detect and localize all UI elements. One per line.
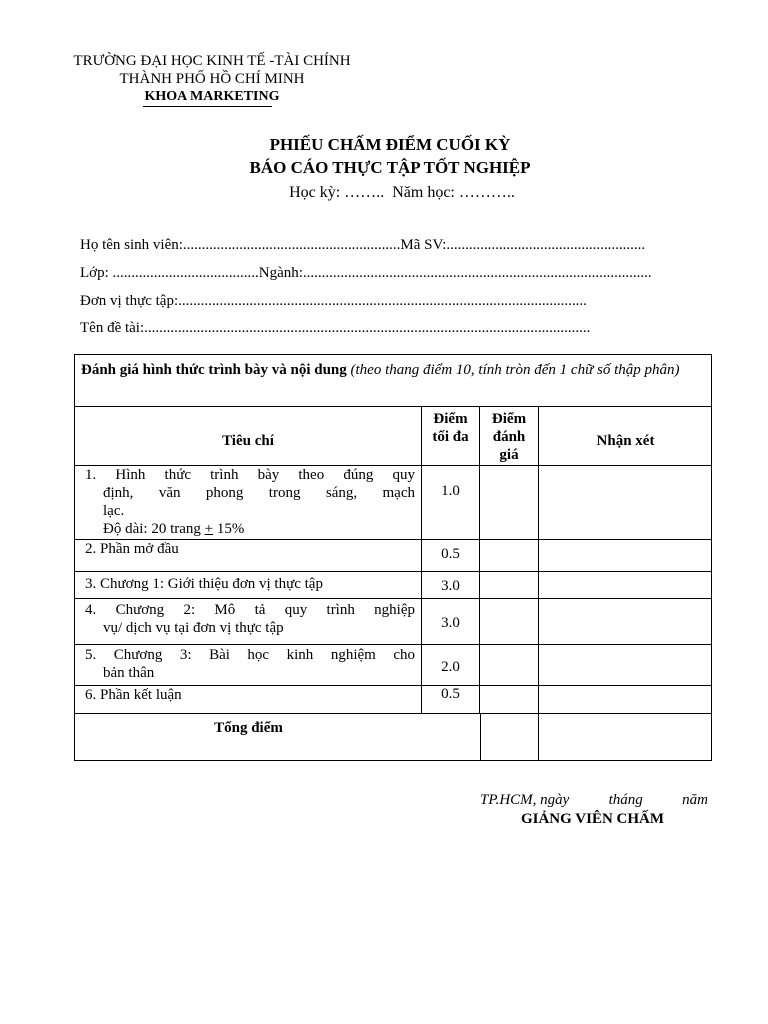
department-name: KHOA MARKETING (144, 89, 280, 104)
table-intro-bold: Đánh giá hình thức trình bày và nội dung (81, 362, 347, 378)
criteria-text: 5. Chương 3: Bài học kinh nghiệm cho (85, 647, 415, 663)
header-eval-score-line1: Điểm (491, 411, 527, 427)
criteria-text: vụ/ dịch vụ tại đơn vị thực tập (103, 620, 284, 636)
header-eval-score-line2: đánh (492, 429, 526, 445)
max-score-cell: 2.0 (422, 645, 480, 686)
comment-input[interactable] (539, 599, 712, 645)
semester-field[interactable]: Học kỳ: …….. (289, 184, 385, 201)
class-major-line (80, 265, 723, 282)
signature-year: năm (682, 792, 708, 808)
table-row-criteria (75, 540, 422, 572)
student-id-field[interactable]: Mã SV:..................................................... (400, 237, 646, 253)
comment-input[interactable] (539, 645, 712, 686)
table-row-criteria (75, 572, 422, 599)
max-score-cell: 0.5 (422, 540, 480, 572)
header-comment-label: Nhận xét (596, 432, 655, 449)
criteria-text: bản thân (103, 665, 155, 681)
school-name-line2: THÀNH PHỐ HỒ CHÍ MINH (119, 71, 305, 87)
eval-score-input[interactable] (480, 466, 539, 540)
school-header (0, 52, 424, 106)
table-row-criteria (75, 466, 422, 540)
comment-input[interactable] (539, 466, 712, 540)
internship-unit-field[interactable]: Đơn vị thực tập:............................................................................................................. (80, 293, 587, 309)
student-name-field[interactable]: Họ tên sinh viên:.......................................................... (80, 237, 401, 253)
eval-score-input[interactable] (480, 645, 539, 686)
criteria-text: lạc. (103, 503, 125, 519)
school-name-line1: TRƯỜNG ĐẠI HỌC KINH TẾ -TÀI CHÍNH (73, 53, 351, 69)
max-score-cell: 0.5 (422, 686, 480, 714)
table-row-criteria (75, 599, 422, 645)
student-info-line (80, 237, 723, 254)
total-score-input[interactable] (480, 714, 539, 760)
table-intro-italic: (theo thang điểm 10, tính tròn đến 1 chữ số thập phân) (350, 362, 680, 378)
criteria-text: 3. Chương 1: Giới thiệu đơn vị thực tập (85, 576, 323, 592)
department-underline (143, 106, 272, 107)
form-title: PHIẾU CHẤM ĐIỂM CUỐI KỲ (269, 135, 511, 154)
criteria-length-label: Độ dài: 20 trang (103, 521, 205, 537)
table-intro (75, 355, 712, 407)
max-score-cell: 3.0 (422, 599, 480, 645)
eval-score-input[interactable] (480, 572, 539, 599)
major-field[interactable]: Ngành:............................................................................................. (258, 265, 652, 281)
eval-score-input[interactable] (480, 599, 539, 645)
plus-minus-sign: + (204, 521, 214, 537)
header-eval-score-line3: giá (499, 447, 519, 463)
form-subtitle: BÁO CÁO THỰC TẬP TỐT NGHIỆP (249, 158, 531, 177)
class-field[interactable]: Lớp: ....................................... (80, 265, 259, 281)
criteria-text: 1. Hình thức trình bày theo đúng quy (85, 467, 415, 483)
signature-place-date: TP.HCM, ngày (480, 792, 570, 808)
criteria-text (85, 520, 415, 538)
comment-input[interactable] (539, 540, 712, 572)
header-max-score-line2: tối đa (432, 429, 469, 445)
total-score-label: Tổng điểm (214, 720, 283, 736)
criteria-text: 6. Phần kết luận (85, 687, 182, 703)
grading-table (74, 354, 712, 761)
criteria-length-tolerance: 15% (213, 521, 245, 537)
eval-score-input[interactable] (480, 686, 539, 714)
max-score-cell: 3.0 (422, 572, 480, 599)
topic-field[interactable]: Tên đề tài:....................................................................................................................... (80, 320, 591, 336)
max-score-cell: 1.0 (422, 466, 480, 540)
header-comment (539, 407, 712, 466)
table-row-criteria (75, 645, 422, 686)
criteria-text: định, văn phong trong sáng, mạch (103, 485, 415, 501)
comment-input[interactable] (539, 572, 712, 599)
grader-title: GIẢNG VIÊN CHẤM (520, 811, 665, 827)
table-row-criteria (75, 686, 422, 714)
total-comment-input[interactable] (539, 714, 712, 760)
signature-date-line (480, 792, 708, 809)
academic-year-field[interactable]: Năm học: ……….. (392, 184, 515, 201)
header-max-score (422, 407, 480, 466)
signature-month: tháng (608, 792, 643, 808)
header-criteria (75, 407, 422, 466)
comment-input[interactable] (539, 686, 712, 714)
criteria-text: 2. Phần mở đầu (85, 541, 179, 557)
header-max-score-line1: Điểm (433, 411, 468, 427)
header-eval-score (480, 407, 539, 466)
semester-line (0, 184, 768, 202)
header-criteria-label: Tiêu chí (222, 432, 274, 449)
eval-score-input[interactable] (480, 540, 539, 572)
criteria-text: 4. Chương 2: Mô tả quy trình nghiệp (85, 602, 415, 618)
